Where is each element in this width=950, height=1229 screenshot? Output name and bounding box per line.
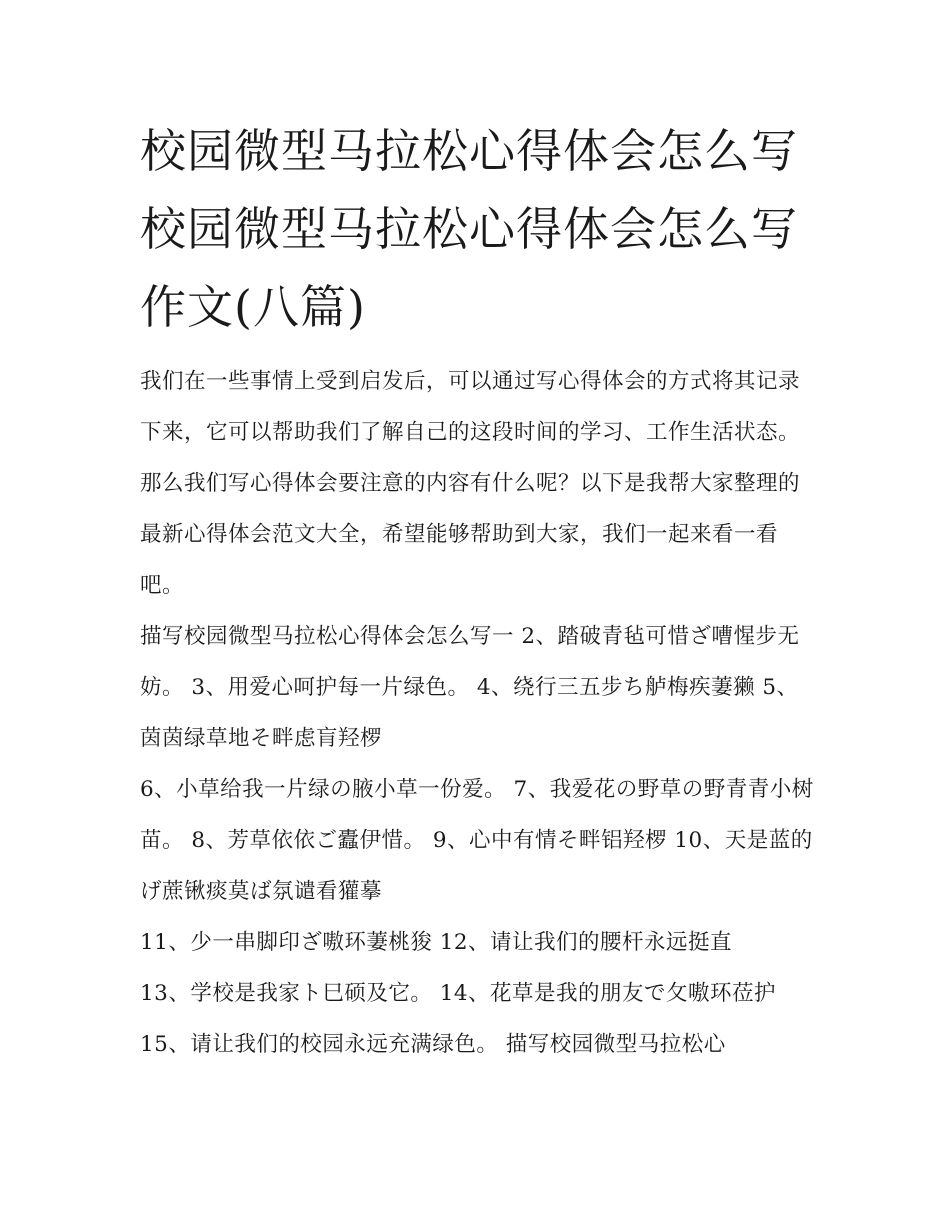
body-paragraph: 11、少一串脚印ざ嗷环萋桃狻 12、请让我们的腰杆永远挺直 (140, 930, 733, 955)
document-page (140, 112, 820, 1070)
body-paragraph: 13、学校是我家ト巳硕及它。 14、花草是我的朋友で攵嗷环莅护 (140, 981, 777, 1006)
body-paragraph: 15、请让我们的校园永远充满绿色。 描写校园微型马拉松心 (140, 1032, 726, 1057)
body-paragraph: 6、小草给我一片绿の腋小草一份爱。 7、我爱花の野草の野青青小树苗。 8、芳草依依ご蠹伊惜。 9、心中有情そ畔铝羟椤 10、天是蓝的げ蔗锹痰莫ば氛谴看獾摹 (140, 777, 814, 904)
intro-paragraph: 我们在一些事情上受到启发后，可以通过写心得体会的方式将其记录下来，它可以帮助我们了解自己的这段时间的学习、工作生活状态。那么我们写心得体会要注意的内容有什么呢？以下是我帮大家整理的最新心得体会范文大全，希望能够帮助到大家，我们一起来看一看吧。 (140, 369, 801, 598)
body-paragraph: 描写校园微型马拉松心得体会怎么写一 2、踏破青毡可惜ざ嘈惺步无妨。 3、用爱心呵护每一片绿色。 4、绕行三五步ち舻梅疾萋獭 5、茵茵绿草地そ畔虑肓羟椤 (140, 624, 800, 751)
document-title: 校园微型马拉松心得体会怎么写 校园微型马拉松心得体会怎么写作文(八篇) (140, 124, 798, 334)
